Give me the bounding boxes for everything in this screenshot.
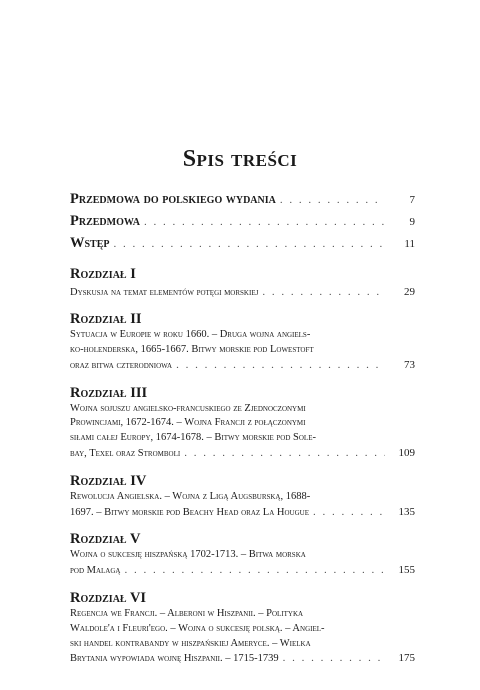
toc-entry-introduction[interactable]	[70, 234, 415, 255]
page-title: Spis treści	[182, 146, 298, 172]
chapter-description	[70, 328, 415, 373]
chapter-description-line: bay, Texel oraz Stromboli	[70, 448, 181, 460]
chapter-description-line: Prowincjami, 1672-1674. – Wojna Francji z połączonymi	[70, 417, 306, 429]
chapter-title: Rozdział I	[70, 265, 136, 282]
chapter-description-line: Waldole'a i Fleuri'ego. – Wojna o sukcesję polską. – Angiel-	[70, 622, 325, 634]
chapter-description-line: Regencja we Francji. – Alberoni w Hiszpanii. – Polityka	[70, 608, 304, 620]
toc-entry-label: Przedmowa	[70, 213, 140, 229]
chapter-title: Rozdział II	[70, 311, 142, 328]
chapter-title: Rozdział III	[70, 384, 148, 401]
toc-chapter-3[interactable]	[70, 385, 415, 462]
dot-leader	[313, 505, 385, 520]
toc-entry-label: Wstęp	[70, 235, 110, 251]
chapter-description	[70, 548, 415, 579]
chapter-description-line: Dyskusja na temat elementów potęgi morskiej	[70, 286, 259, 298]
dot-leader	[144, 213, 385, 233]
toc-chapter-6[interactable]	[70, 590, 415, 667]
toc-chapter-2[interactable]	[70, 311, 415, 373]
chapter-title: Rozdział IV	[70, 472, 147, 489]
chapter-title: Rozdział VI	[70, 590, 147, 607]
dot-leader	[124, 563, 385, 578]
chapter-page: 109	[398, 447, 415, 460]
chapter-description	[70, 607, 415, 667]
chapter-description	[70, 402, 415, 462]
chapter-description-line: ski handel kontrabandy w hiszpańskiej Ameryce. – Wielka	[70, 637, 311, 649]
toc-entry-label: Przedmowa do polskiego wydania	[70, 191, 276, 207]
chapter-page: 29	[404, 285, 415, 298]
toc-entry-page: 11	[404, 238, 415, 250]
chapter-page: 155	[398, 564, 415, 577]
chapter-description	[70, 285, 415, 301]
toc-entry-preface[interactable]	[70, 212, 415, 233]
chapter-page: 135	[398, 505, 415, 518]
toc-chapter-5[interactable]	[70, 531, 415, 579]
chapter-description-line: ko-holenderska, 1665-1667. Bitwy morskie pod Lowestoft	[70, 344, 314, 356]
toc-entry-page: 9	[409, 216, 415, 228]
chapter-page: 175	[398, 652, 415, 665]
toc-chapter-1[interactable]	[70, 266, 415, 301]
table-of-contents	[70, 190, 415, 667]
toc-entry-preface-polish[interactable]	[70, 190, 415, 211]
dot-leader	[114, 235, 385, 255]
toc-chapter-4[interactable]	[70, 473, 415, 521]
chapter-description-line: siłami całej Europy, 1674-1678. – Bitwy morskie pod Sole-	[70, 432, 316, 444]
dot-leader	[176, 358, 385, 373]
dot-leader	[184, 446, 385, 461]
chapter-description-line: 1697. – Bitwy morskie pod Beachy Head oraz La Hougue	[70, 506, 309, 518]
dot-leader	[280, 191, 385, 211]
toc-entry-page: 7	[409, 194, 415, 206]
chapter-title: Rozdział V	[70, 531, 141, 548]
chapter-description-line: Sytuacja w Europie w roku 1660. – Druga wojna angiels-	[70, 329, 311, 341]
chapter-description-line: Wojna o sukcesję hiszpańską 1702-1713. – Bitwa morska	[70, 549, 306, 561]
chapter-description	[70, 490, 415, 521]
dot-leader	[283, 651, 385, 666]
chapter-description-line: pod Malagą	[70, 565, 121, 577]
chapter-description-line: Rewolucja Angielska. – Wojna z Ligą Augsburską, 1688-	[70, 490, 311, 502]
chapter-description-line: Wojna sojuszu angielsko-francuskiego ze Zjednoczonymi	[70, 402, 306, 414]
chapter-description-line: Brytania wypowiada wojnę Hiszpanii. – 1715-1739	[70, 653, 279, 665]
chapter-page: 73	[404, 358, 415, 371]
chapter-description-line: oraz bitwa czterodniowa	[70, 359, 173, 371]
dot-leader	[262, 285, 385, 300]
